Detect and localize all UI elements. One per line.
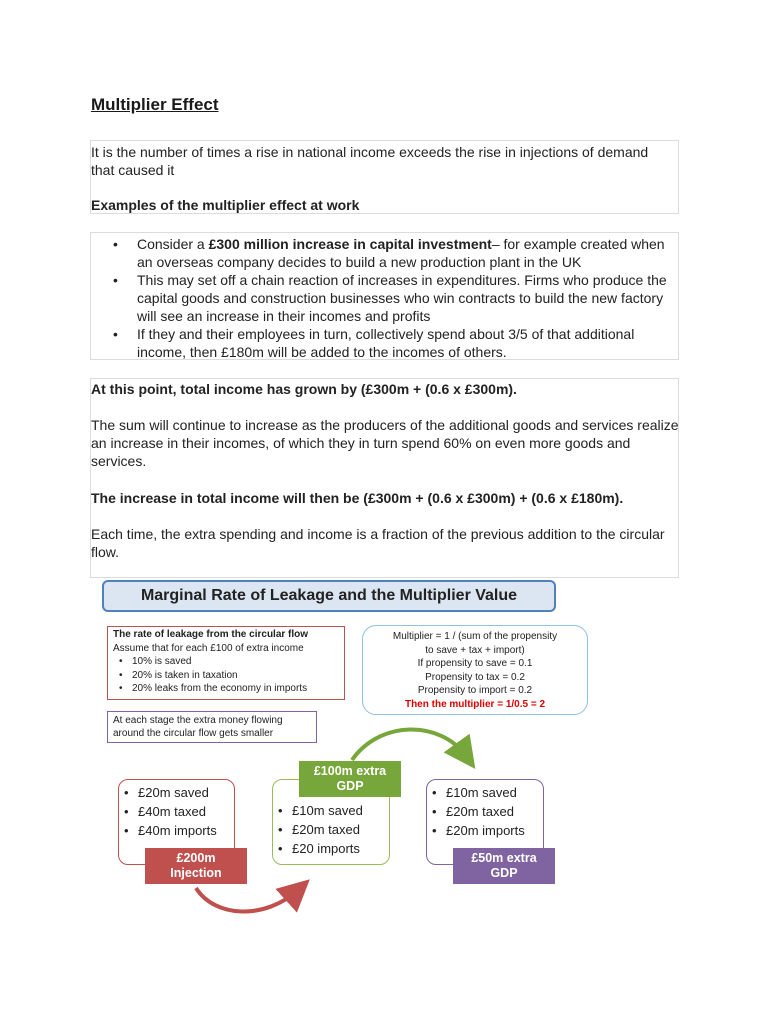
list-item: • 20% leaks from the economy in imports xyxy=(113,682,339,696)
list-item: • £40m imports xyxy=(123,821,217,840)
extra-gdp-100m-tag: £100m extra GDP xyxy=(299,761,401,797)
list-item: • 10% is saved xyxy=(113,655,339,669)
formula-line: Multiplier = 1 / (sum of the propensity xyxy=(392,631,558,642)
leakage-heading: The rate of leakage from the circular flow xyxy=(113,629,309,640)
list-item: • £20m imports xyxy=(431,821,525,840)
list-item: • 20% is taken in taxation xyxy=(113,669,339,683)
page-title: Multiplier Effect xyxy=(91,95,219,114)
fraction-paragraph: Each time, the extra spending and income is a fraction of the previous addition to the circular flow. xyxy=(91,526,665,560)
red-arc-arrow xyxy=(196,888,298,912)
list-item: • £40m taxed xyxy=(123,802,217,821)
list-item: • £20m taxed xyxy=(431,802,525,821)
leakage-assumption: Assume that for each £100 of extra income xyxy=(113,642,304,654)
diagram-banner: Marginal Rate of Leakage and the Multiplier Value xyxy=(102,580,556,612)
explanation-paragraph: The sum will continue to increase as the producers of the additional goods and services realize an increase in their incomes, of which they in turn spend 60% on even more goods and services. xyxy=(91,417,679,469)
formula-result: Then the multiplier = 1/0.5 = 2 xyxy=(404,698,546,710)
income-point-1: At this point, total income has grown by (£300m + (0.6 x £300m). xyxy=(91,381,517,397)
extra-gdp-50m-tag: £50m extra GDP xyxy=(453,848,555,884)
list-item: • Consider a £300 million increase in capital investment– for example created when an overseas company decides to build a new production plant in the UK xyxy=(91,235,671,271)
list-item: • £10m saved xyxy=(277,801,363,820)
list-item: • £20 imports xyxy=(277,839,363,858)
formula-line: If propensity to save = 0.1 xyxy=(417,658,533,670)
green-arc-arrow xyxy=(352,729,466,760)
list-item: • £20m saved xyxy=(123,783,217,802)
list-item: • £10m saved xyxy=(431,783,525,802)
list-item: • This may set off a chain reaction of increases in expenditures. Firms who produce the capital goods and construction businesses who win contracts to build the new factory will see an increase in their incomes and profits xyxy=(91,271,671,325)
list-item: • If they and their employees in turn, collectively spend about 3/5 of that additional income, then £180m will be added to the incomes of others. xyxy=(91,325,671,361)
definition-text: It is the number of times a rise in national income exceeds the rise in injections of demand that caused it xyxy=(91,144,649,178)
formula-line: Propensity to import = 0.2 xyxy=(417,685,533,697)
stage-note-box: At each stage the extra money flowing around the circular flow gets smaller xyxy=(107,711,317,743)
examples-heading: Examples of the multiplier effect at work xyxy=(91,197,360,213)
formula-line: to save + tax + import) xyxy=(425,644,525,656)
list-item: • £20m taxed xyxy=(277,820,363,839)
injection-tag: £200m Injection xyxy=(145,848,247,884)
formula-line: Propensity to tax = 0.2 xyxy=(425,671,525,683)
income-point-2: The increase in total income will then be (£300m + (0.6 x £300m) + (0.6 x £180m). xyxy=(91,490,624,506)
